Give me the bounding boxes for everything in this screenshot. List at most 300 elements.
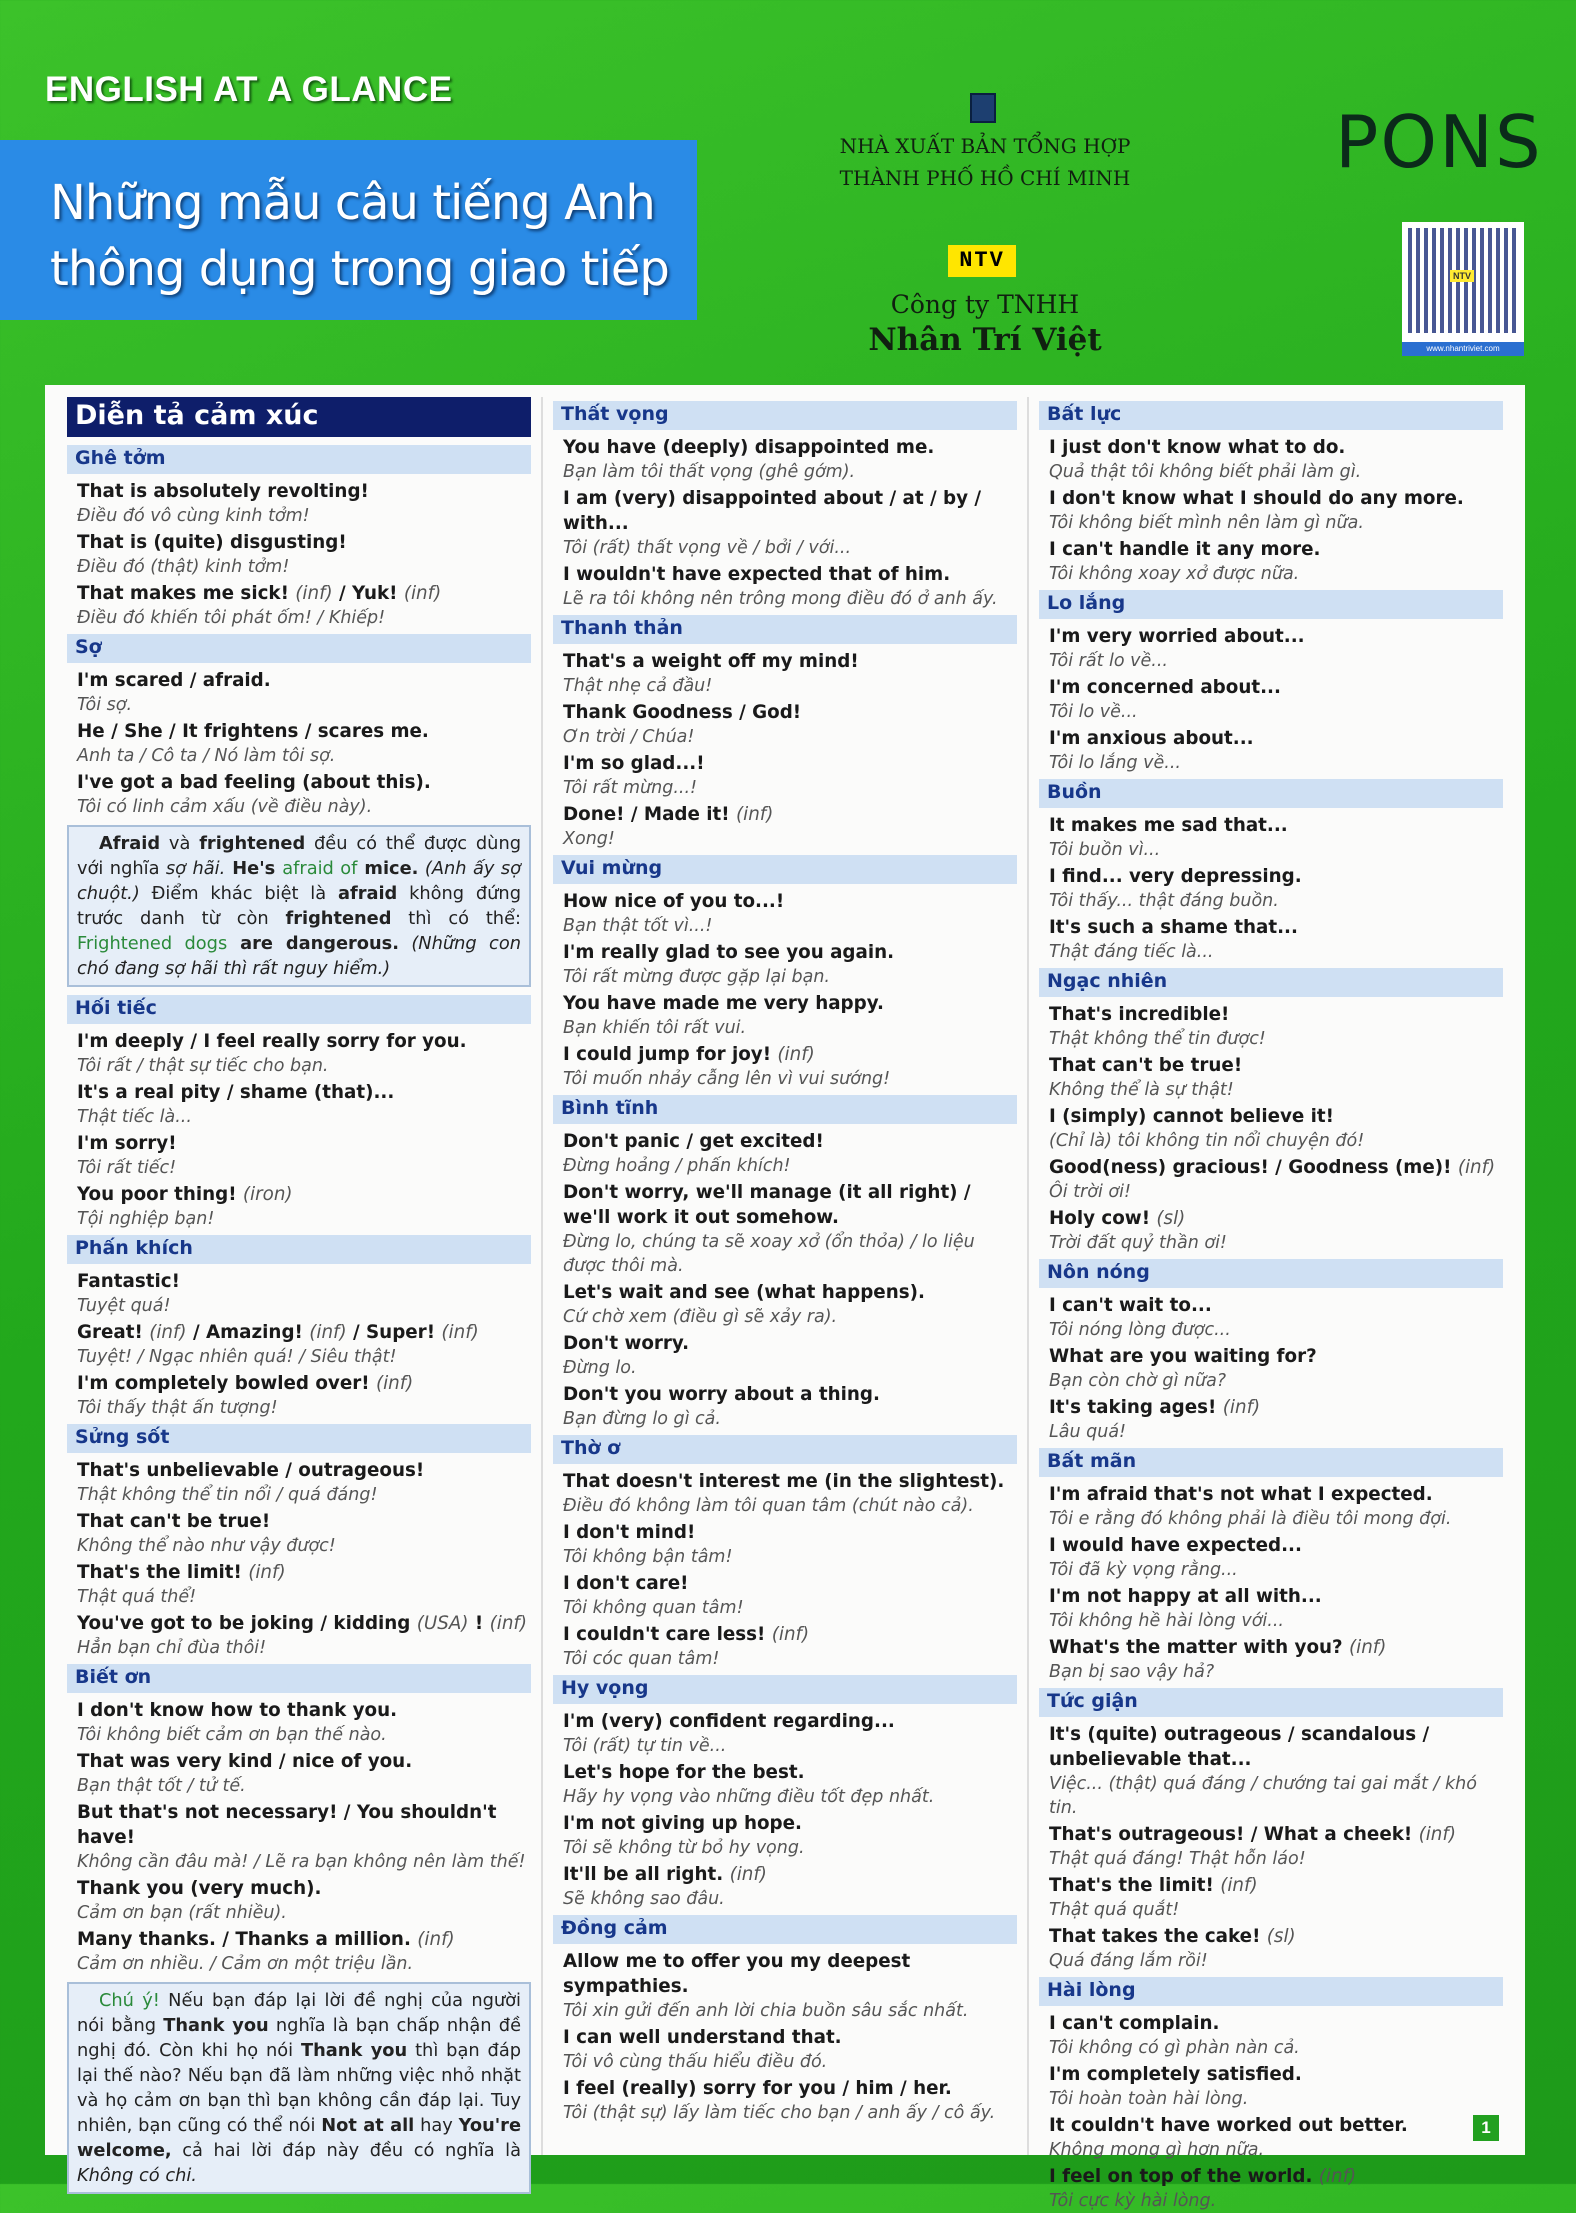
vietnamese-translation: Thật không thể tin nổi / quá đáng!: [77, 1485, 378, 1505]
note-segment: Frightened dogs: [77, 933, 228, 954]
vietnamese-translation: Điều đó khiến tôi phát ốm! / Khiếp!: [77, 608, 386, 628]
phrase-text: I find... very depressing.: [1049, 866, 1302, 887]
english-phrase: [1039, 1104, 1503, 1129]
english-phrase: [67, 1927, 531, 1952]
phrase-text: Don't panic / get excited!: [563, 1131, 824, 1152]
phrase-text: It makes me sad that...: [1049, 815, 1288, 836]
title-line-2: thông dụng trong giao tiếp: [50, 241, 669, 297]
category-header: Biết ơn: [67, 1664, 531, 1693]
english-phrase: [1039, 537, 1503, 562]
english-phrase: [67, 479, 531, 504]
english-phrase: [553, 991, 1017, 1016]
note-segment: thì có thể:: [391, 908, 521, 929]
vietnamese-translation: Bạn thật tốt vì...!: [563, 916, 713, 936]
vietnamese-translation: Tôi thấy... thật đáng buồn.: [1049, 891, 1279, 911]
phrase-text: I feel on top of the world.: [1049, 2166, 1319, 2187]
english-phrase: [67, 668, 531, 693]
english-phrase: [553, 889, 1017, 914]
vietnamese-translation: Thật tiếc là...: [77, 1107, 192, 1127]
english-phrase: [553, 486, 1017, 536]
note-segment: Not at all: [321, 2115, 415, 2136]
english-phrase: [1039, 1924, 1503, 1949]
category-header: Sợ: [67, 634, 531, 663]
note-segment: afraid of: [282, 858, 358, 879]
phrase-text: You have made me very happy.: [563, 993, 884, 1014]
vietnamese-translation: Đừng hoảng / phấn khích!: [563, 1156, 791, 1176]
vietnamese-translation: Tôi rất / thật sự tiếc cho bạn.: [77, 1056, 329, 1076]
usage-tag: (sl): [1156, 1208, 1186, 1229]
phrase-text: I can't complain.: [1049, 2013, 1220, 2034]
phrase-text: I can't wait to...: [1049, 1295, 1212, 1316]
vietnamese-translation: Bạn bị sao vậy hả?: [1049, 1662, 1215, 1682]
english-phrase: [67, 1320, 531, 1345]
english-phrase: [553, 1709, 1017, 1734]
vietnamese-translation: Tôi muốn nhảy cẫng lên vì vui sướng!: [563, 1069, 891, 1089]
category-header: Lo lắng: [1039, 590, 1503, 619]
note-segment: You're welcome,: [77, 2115, 522, 2161]
phrase-text: I just don't know what to do.: [1049, 437, 1346, 458]
note-segment: frightened: [199, 833, 306, 854]
phrase-text: I'm concerned about...: [1049, 677, 1281, 698]
phrase-text: I'm afraid that's not what I expected.: [1049, 1484, 1433, 1505]
usage-tag: (inf): [441, 1322, 479, 1343]
note-segment: không đứng trước danh từ còn: [77, 883, 521, 929]
note-segment: Thank you: [301, 2040, 408, 2061]
phrase-text: I (simply) cannot believe it!: [1049, 1106, 1335, 1127]
english-phrase: [1039, 1482, 1503, 1507]
english-phrase: [553, 1469, 1017, 1494]
vietnamese-translation: (Chỉ là) tôi không tin nổi chuyện đó!: [1049, 1131, 1365, 1151]
vietnamese-translation: Tôi rất tiếc!: [77, 1158, 177, 1178]
phrase-text: Done! / Made it!: [563, 804, 736, 825]
vietnamese-translation: Hãy hy vọng vào những điều tốt đẹp nhất.: [563, 1787, 935, 1807]
phrase-text: You poor thing!: [77, 1184, 243, 1205]
phrase-text: Holy cow!: [1049, 1208, 1157, 1229]
vietnamese-translation: Tôi rất lo về...: [1049, 651, 1168, 671]
english-phrase: [553, 1949, 1017, 1999]
english-phrase: [1039, 726, 1503, 751]
note-segment: (Những con chó đang sợ hãi thì rất nguy hiểm.): [77, 933, 521, 979]
vietnamese-translation: Lẽ ra tôi không nên trông mong điều đó ở anh ấy.: [563, 589, 998, 609]
vietnamese-translation: Thật quá đáng! Thật hỗn láo!: [1049, 1849, 1306, 1869]
english-phrase: [553, 1811, 1017, 1836]
usage-tag: (inf): [735, 804, 774, 825]
phrase-text: What's the matter with you?: [1049, 1637, 1349, 1658]
phrase-text: That's a weight off my mind!: [563, 651, 859, 672]
phrase-text: I'm really glad to see you again.: [563, 942, 895, 963]
vietnamese-translation: Tôi sợ.: [77, 695, 133, 715]
phrase-text: That takes the cake!: [1049, 1926, 1267, 1947]
english-phrase: [1039, 1395, 1503, 1420]
note-segment: sợ hãi.: [165, 858, 226, 879]
phrase-text: Fantastic!: [77, 1271, 180, 1292]
english-phrase: [1039, 1873, 1503, 1898]
english-phrase: [1039, 2011, 1503, 2036]
usage-tag: (inf): [771, 1624, 810, 1645]
usage-tag: (inf): [729, 1864, 767, 1885]
vietnamese-translation: Tôi cóc quan tâm!: [563, 1649, 720, 1669]
vietnamese-translation: Đừng lo, chúng ta sẽ xoay xở (ổn thỏa) / lo liệu được thôi mà.: [563, 1232, 975, 1276]
category-header: Thờ ơ: [553, 1435, 1017, 1464]
english-phrase: [553, 562, 1017, 587]
english-phrase: [1039, 1584, 1503, 1609]
phrase-text: That doesn't interest me (in the slightest).: [563, 1471, 1005, 1492]
vietnamese-translation: Thật quá quắt!: [1049, 1900, 1180, 1920]
phrase-text: I'm very worried about...: [1049, 626, 1305, 647]
phrase-text: I'm completely bowled over!: [77, 1373, 376, 1394]
phrase-text: I don't care!: [563, 1573, 689, 1594]
english-phrase: [1039, 2113, 1503, 2138]
note-segment: (Anh ấy sợ chuột.): [77, 858, 521, 904]
vietnamese-translation: Bạn thật tốt / tử tế.: [77, 1776, 246, 1796]
english-phrase: [67, 1560, 531, 1585]
english-phrase: [553, 940, 1017, 965]
vietnamese-translation: Thật quá thể!: [77, 1587, 197, 1607]
usage-tag: (inf): [248, 1562, 286, 1583]
english-phrase: [553, 649, 1017, 674]
usage-note: [67, 1982, 531, 2194]
usage-tag: (inf): [1418, 1824, 1456, 1845]
phrase-text: But that's not necessary! / You shouldn't have!: [77, 1802, 497, 1848]
phrase-text: I couldn't care less!: [563, 1624, 772, 1645]
usage-tag: (inf): [1222, 1397, 1261, 1418]
section-title: Diễn tả cảm xúc: [67, 397, 531, 437]
vietnamese-translation: Thật nhẹ cả đầu!: [563, 676, 713, 696]
phrase-text: That is (quite) disgusting!: [77, 532, 347, 553]
english-phrase: [67, 1131, 531, 1156]
phrase-text: That can't be true!: [1049, 1055, 1243, 1076]
english-phrase: [1039, 2062, 1503, 2087]
usage-tag: (inf): [1349, 1637, 1387, 1658]
note-segment: nghĩa là bạn chấp nhận đề nghị đó. Còn khi họ nói: [77, 2015, 522, 2061]
usage-tag: (inf): [417, 1929, 455, 1950]
phrase-text: Don't worry.: [563, 1333, 690, 1354]
english-phrase: [1039, 675, 1503, 700]
vietnamese-translation: Bạn còn chờ gì nữa?: [1049, 1371, 1227, 1391]
note-segment: đều có thể được dùng với nghĩa: [77, 833, 521, 879]
vietnamese-translation: Tôi không biết cảm ơn bạn thế nào.: [77, 1725, 387, 1745]
phrase-text: I feel (really) sorry for you / him / her.: [563, 2078, 952, 2099]
vietnamese-translation: Tôi e rằng đó không phải là điều tôi mong đợi.: [1049, 1509, 1452, 1529]
note-segment: Chú ý!: [99, 1990, 160, 2011]
publisher-line-1: NHÀ XUẤT BẢN TỔNG HỢP: [839, 134, 1131, 158]
phrase-text: I'm anxious about...: [1049, 728, 1254, 749]
usage-tag: (inf): [149, 1322, 187, 1343]
vietnamese-translation: Cảm ơn bạn (rất nhiều).: [77, 1903, 287, 1923]
content-panel: [45, 385, 1525, 2211]
usage-tag: (inf): [1457, 1157, 1496, 1178]
phrase-text: I'm sorry!: [77, 1133, 177, 1154]
english-phrase: [1039, 1293, 1503, 1318]
vietnamese-translation: Bạn làm tôi thất vọng (ghê gớm).: [563, 462, 856, 482]
phrase-text: That's the limit!: [1049, 1875, 1221, 1896]
english-phrase: [553, 2025, 1017, 2050]
category-header: Vui mừng: [553, 855, 1017, 884]
usage-tag: (sl): [1266, 1926, 1296, 1947]
english-phrase: [67, 1611, 531, 1636]
note-segment: và: [160, 833, 200, 854]
english-phrase: [67, 1509, 531, 1534]
english-phrase: [1039, 813, 1503, 838]
vietnamese-translation: Tôi có linh cảm xấu (về điều này).: [77, 797, 373, 817]
column-1: [57, 397, 541, 2186]
english-phrase: [67, 530, 531, 555]
english-phrase: [1039, 1822, 1503, 1847]
title-banner: [0, 140, 697, 320]
category-header: Buồn: [1039, 779, 1503, 808]
vietnamese-translation: Đừng lo.: [563, 1358, 637, 1378]
english-phrase: [67, 1749, 531, 1774]
phrase-text: It'll be all right.: [563, 1864, 730, 1885]
english-phrase: [1039, 1533, 1503, 1558]
english-phrase: [553, 435, 1017, 460]
usage-tag: (USA): [416, 1613, 469, 1634]
english-phrase: [67, 1371, 531, 1396]
vietnamese-translation: Tôi hoàn toàn hài lòng.: [1049, 2089, 1249, 2109]
english-phrase: [553, 700, 1017, 725]
note-segment: afraid: [337, 883, 398, 904]
publisher-line-2: THÀNH PHỐ HỒ CHÍ MINH: [839, 166, 1131, 190]
vietnamese-translation: Việc... (thật) quá đáng / chướng tai gai mắt / khó tin.: [1049, 1774, 1477, 1818]
english-phrase: [1039, 435, 1503, 460]
phrase-text: That's unbelievable / outrageous!: [77, 1460, 425, 1481]
english-phrase: [1039, 1155, 1503, 1180]
english-phrase: [553, 802, 1017, 827]
phrase-text: I would have expected...: [1049, 1535, 1302, 1556]
usage-tag: (inf): [295, 583, 333, 604]
phrase-text: Allow me to offer you my deepest sympathies.: [563, 1951, 911, 1997]
category-header: Ngạc nhiên: [1039, 968, 1503, 997]
phrase-text: Let's hope for the best.: [563, 1762, 805, 1783]
phrase-text: That's incredible!: [1049, 1004, 1230, 1025]
english-phrase: [1039, 1206, 1503, 1231]
category-header: Thất vọng: [553, 401, 1017, 430]
english-phrase: [67, 1876, 531, 1901]
vietnamese-translation: Tôi thấy thật ấn tượng!: [77, 1398, 278, 1418]
note-segment: Afraid: [99, 833, 161, 854]
usage-note: [67, 825, 531, 987]
note-segment: mice.: [357, 858, 419, 879]
vietnamese-translation: Hẳn bạn chỉ đùa thôi!: [77, 1638, 267, 1658]
english-phrase: [67, 1080, 531, 1105]
category-header: Bất lực: [1039, 401, 1503, 430]
english-phrase: [553, 1331, 1017, 1356]
vietnamese-translation: Cảm ơn nhiều. / Cảm ơn một triệu lần.: [77, 1954, 414, 1974]
phrase-text: I'm completely satisfied.: [1049, 2064, 1302, 2085]
category-header: Nôn nóng: [1039, 1259, 1503, 1288]
category-header: Thanh thản: [553, 615, 1017, 644]
phrase-text: I wouldn't have expected that of him.: [563, 564, 951, 585]
english-phrase: [1039, 1635, 1503, 1660]
column-2: [541, 397, 1027, 2155]
english-phrase: [1039, 486, 1503, 511]
vietnamese-translation: Tôi không có gì phàn nàn cả.: [1049, 2038, 1300, 2058]
usage-tag: (inf): [403, 583, 442, 604]
pons-logo: PONS: [1335, 100, 1543, 184]
category-header: Hối tiếc: [67, 995, 531, 1024]
vietnamese-translation: Tôi không xoay xở được nữa.: [1049, 564, 1300, 584]
vietnamese-translation: Tôi không hề hài lòng với...: [1049, 1611, 1284, 1631]
phrase-text: Thank Goodness / God!: [563, 702, 802, 723]
phrase-text: That's the limit!: [77, 1562, 249, 1583]
vietnamese-translation: Tôi không bận tâm!: [563, 1547, 733, 1567]
publisher-logo-icon: [970, 93, 996, 123]
company-line-2: Nhân Trí Việt: [868, 322, 1102, 358]
phrase-text: That is absolutely revolting!: [77, 481, 369, 502]
usage-tag: (inf): [375, 1373, 414, 1394]
category-header: Ghê tởm: [67, 445, 531, 474]
note-segment: thì bạn đáp lại thế nào? Nếu bạn đã làm những việc nhỏ nhặt và họ cảm ơn bạn thì bạn không cần đáp lại. Tuy nhiên, bạn cũng có thể nói: [77, 2040, 521, 2136]
note-segment: Không có chi.: [77, 2165, 197, 2186]
vietnamese-translation: Xong!: [563, 829, 615, 849]
vietnamese-translation: Thật đáng tiếc là...: [1049, 942, 1214, 962]
qr-code[interactable]: [1402, 222, 1524, 356]
phrase-text: !: [468, 1613, 490, 1634]
phrase-text: I don't know what I should do any more.: [1049, 488, 1464, 509]
phrase-text: Let's wait and see (what happens).: [563, 1282, 925, 1303]
phrase-text: It's such a shame that...: [1049, 917, 1298, 938]
vietnamese-translation: Tôi vô cùng thấu hiểu điều đó.: [563, 2052, 828, 2072]
english-phrase: [553, 1382, 1017, 1407]
phrase-text: It's (quite) outrageous / scandalous / unbelievable that...: [1049, 1724, 1430, 1770]
vietnamese-translation: Tôi xin gửi đến anh lời chia buồn sâu sắc nhất.: [563, 2001, 969, 2021]
phrase-text: / Yuk!: [332, 583, 404, 604]
category-header: Tức giận: [1039, 1688, 1503, 1717]
english-phrase: [1039, 1722, 1503, 1772]
phrase-text: You have (deeply) disappointed me.: [563, 437, 935, 458]
phrase-text: Don't you worry about a thing.: [563, 1384, 880, 1405]
vietnamese-translation: Lâu quá!: [1049, 1422, 1127, 1442]
usage-tag: (iron): [242, 1184, 293, 1205]
english-phrase: [1039, 624, 1503, 649]
vietnamese-translation: Tội nghiệp bạn!: [77, 1209, 215, 1229]
phrase-text: I'm not happy at all with...: [1049, 1586, 1322, 1607]
vietnamese-translation: Ơn trời / Chúa!: [563, 727, 695, 747]
vietnamese-translation: Trời đất quỷ thần ơi!: [1049, 1233, 1227, 1253]
english-phrase: [553, 1622, 1017, 1647]
vietnamese-translation: Tôi lo lắng về...: [1049, 753, 1181, 773]
phrase-text: That can't be true!: [77, 1511, 271, 1532]
english-phrase: [1039, 1053, 1503, 1078]
title-line-1: Những mẫu câu tiếng Anh: [50, 175, 655, 231]
vietnamese-translation: Tôi đã kỳ vọng rằng...: [1049, 1560, 1238, 1580]
vietnamese-translation: Quả thật tôi không biết phải làm gì.: [1049, 462, 1362, 482]
note-segment: Điểm khác biệt là: [139, 883, 338, 904]
phrase-text: I don't know how to thank you.: [77, 1700, 398, 1721]
phrase-text: It's taking ages!: [1049, 1397, 1223, 1418]
english-phrase: [553, 1862, 1017, 1887]
english-phrase: [67, 1698, 531, 1723]
phrase-text: Thank you (very much).: [77, 1878, 322, 1899]
phrase-text: I'm deeply / I feel really sorry for you.: [77, 1031, 467, 1052]
phrase-text: You've got to be joking / kidding: [77, 1613, 417, 1634]
usage-tag: (inf): [1318, 2166, 1357, 2187]
vietnamese-translation: Ôi trời ơi!: [1049, 1182, 1131, 1202]
category-header: Đồng cảm: [553, 1915, 1017, 1944]
page-number: 1: [1473, 2115, 1499, 2141]
english-phrase: [553, 1760, 1017, 1785]
vietnamese-translation: Quá đáng lắm rồi!: [1049, 1951, 1208, 1971]
english-phrase: [67, 770, 531, 795]
english-phrase: [67, 1269, 531, 1294]
phrase-text: That's outrageous! / What a cheek!: [1049, 1824, 1419, 1845]
english-phrase: [553, 1520, 1017, 1545]
phrase-text: I'm scared / afraid.: [77, 670, 271, 691]
vietnamese-translation: Điều đó không làm tôi quan tâm (chút nào cả).: [563, 1496, 974, 1516]
vietnamese-translation: Tuyệt quá!: [77, 1296, 171, 1316]
usage-tag: (inf): [309, 1322, 347, 1343]
english-phrase: [553, 1571, 1017, 1596]
english-phrase: [67, 1458, 531, 1483]
series-title: ENGLISH AT A GLANCE: [45, 70, 453, 109]
vietnamese-translation: Không mong gì hơn nữa.: [1049, 2140, 1265, 2160]
english-phrase: [67, 581, 531, 606]
vietnamese-translation: Tôi không quan tâm!: [563, 1598, 744, 1618]
qr-ntv-label: NTV: [1450, 270, 1474, 282]
english-phrase: [1039, 864, 1503, 889]
phrase-text: That was very kind / nice of you.: [77, 1751, 413, 1772]
vietnamese-translation: Tôi (rất) thất vọng về / bởi / với...: [563, 538, 852, 558]
vietnamese-translation: Tôi rất mừng được gặp lại bạn.: [563, 967, 830, 987]
note-segment: frightened: [285, 908, 392, 929]
phrase-text: I don't mind!: [563, 1522, 696, 1543]
note-segment: hay: [414, 2115, 459, 2136]
qr-caption: www.nhantriviet.com: [1402, 342, 1524, 356]
phrase-text: I'm (very) confident regarding...: [563, 1711, 895, 1732]
phrase-text: Many thanks. / Thanks a million.: [77, 1929, 418, 1950]
qr-pattern-icon: [1408, 228, 1518, 333]
phrase-text: I could jump for joy!: [563, 1044, 778, 1065]
vietnamese-translation: Anh ta / Cô ta / Nó làm tôi sợ.: [77, 746, 336, 766]
english-phrase: [553, 751, 1017, 776]
vietnamese-translation: Cứ chờ xem (điều gì sẽ xảy ra).: [563, 1307, 838, 1327]
vietnamese-translation: Tôi (rất) tự tin về...: [563, 1736, 727, 1756]
english-phrase: [1039, 1344, 1503, 1369]
usage-tag: (inf): [489, 1613, 527, 1634]
english-phrase: [1039, 915, 1503, 940]
english-phrase: [67, 1029, 531, 1054]
phrase-text: Don't worry, we'll manage (it all right) / we'll work it out somehow.: [563, 1182, 971, 1228]
note-segment: are dangerous.: [227, 933, 400, 954]
phrase-text: I'm not giving up hope.: [563, 1813, 802, 1834]
english-phrase: [67, 719, 531, 744]
english-phrase: [67, 1800, 531, 1850]
english-phrase: [553, 1180, 1017, 1230]
english-phrase: [1039, 2164, 1503, 2189]
vietnamese-translation: Tôi không biết mình nên làm gì nữa.: [1049, 513, 1364, 533]
vietnamese-translation: Không thể là sự thật!: [1049, 1080, 1234, 1100]
vietnamese-translation: Tôi rất mừng...!: [563, 778, 698, 798]
ntv-badge: NTV: [948, 245, 1016, 277]
vietnamese-translation: Tôi buồn vì...: [1049, 840, 1161, 860]
phrase-text: Good(ness) gracious! / Goodness (me)!: [1049, 1157, 1458, 1178]
phrase-text: I've got a bad feeling (about this).: [77, 772, 431, 793]
category-header: Bất mãn: [1039, 1448, 1503, 1477]
phrase-text: That makes me sick!: [77, 583, 296, 604]
english-phrase: [1039, 1002, 1503, 1027]
vietnamese-translation: Điều đó vô cùng kinh tởm!: [77, 506, 310, 526]
vietnamese-translation: Không thể nào như vậy được!: [77, 1536, 336, 1556]
category-header: Hài lòng: [1039, 1977, 1503, 2006]
vietnamese-translation: Tôi (thật sự) lấy làm tiếc cho bạn / anh ấy / cô ấy.: [563, 2103, 996, 2123]
phrase-text: I can't handle it any more.: [1049, 539, 1321, 560]
usage-tag: (inf): [777, 1044, 815, 1065]
column-3: [1027, 397, 1513, 2211]
phrase-text: I am (very) disappointed about / at / by / with...: [563, 488, 982, 534]
phrase-text: What are you waiting for?: [1049, 1346, 1317, 1367]
phrase-text: It's a real pity / shame (that)...: [77, 1082, 395, 1103]
phrase-text: Great!: [77, 1322, 150, 1343]
